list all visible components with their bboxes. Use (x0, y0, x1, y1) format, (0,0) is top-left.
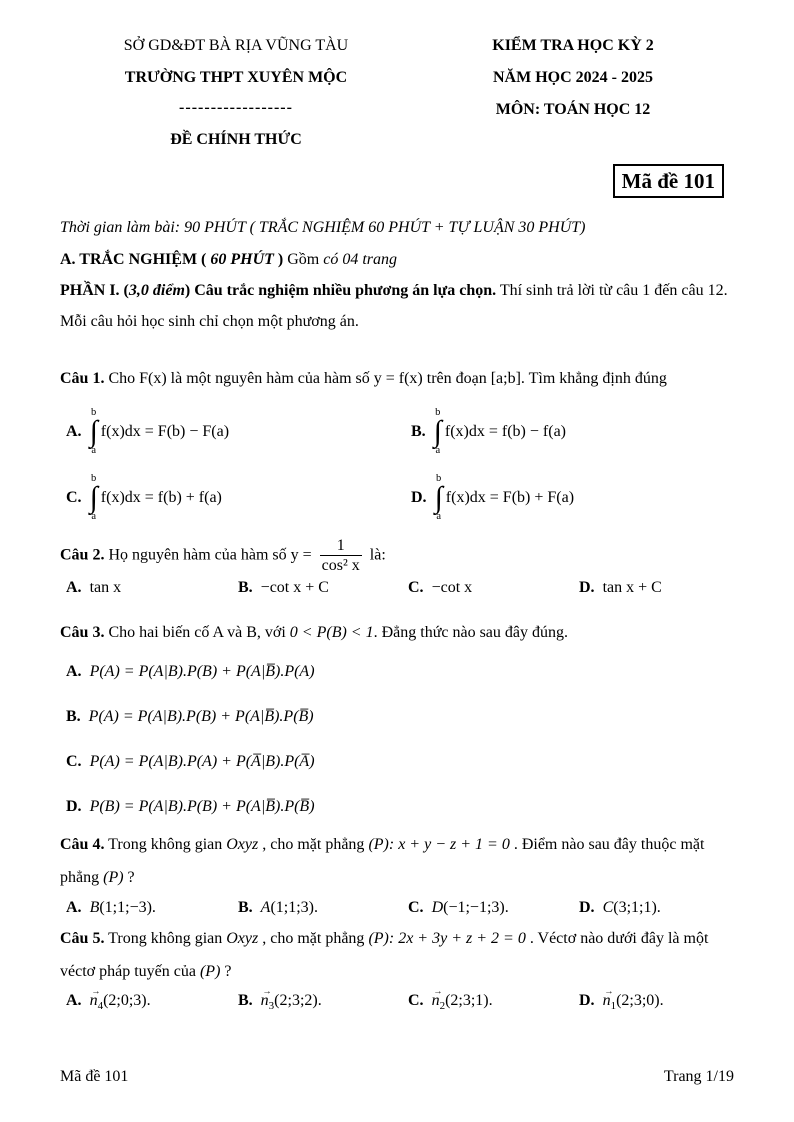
integral-lower-limit: a (436, 511, 441, 523)
question-5-options (60, 992, 734, 1012)
question-5-stem: Trong không gian (104, 929, 227, 947)
option-b (60, 707, 734, 727)
question-2 (60, 536, 734, 597)
question-5-suffix: ? (220, 962, 232, 980)
integral-lower-limit: a (91, 511, 96, 523)
part-1-points: 3,0 điểm (128, 281, 185, 299)
question-2-stem: Họ nguyên hàm của hàm số (104, 546, 291, 564)
option-c (60, 752, 734, 772)
integral-symbol (90, 473, 98, 523)
section-a-pages: có 04 trang (323, 250, 398, 268)
question-5-label: Câu 5. (60, 929, 105, 947)
department-name: SỞ GD&ĐT BÀ RỊA VŨNG TÀU (123, 37, 349, 54)
option-c-label: C. (66, 488, 82, 506)
question-1-options (60, 402, 734, 528)
section-a-line (60, 244, 734, 275)
option-a-formula: f(x)dx = F(b) − F(a) (100, 422, 230, 440)
option-c-formula: P(A) = P(A|B).P(A) + P(A̅|B).P(A̅) (89, 753, 315, 771)
divider-dashes: ------------------ (179, 99, 293, 116)
option-a-label: A. (66, 898, 82, 916)
question-4-t2: , cho mặt phẳng (258, 836, 369, 854)
vector-symbol: n → (90, 992, 98, 1010)
point-coords: (1;1;3). (270, 898, 318, 916)
question-1-text (60, 363, 734, 396)
vector-subscript: 2 (439, 1000, 446, 1013)
exam-code-box: Mã đề 101 (613, 164, 724, 198)
vector-coords: (2;3;1). (445, 992, 493, 1010)
probability-condition: 0 < P(B) < 1 (289, 624, 374, 642)
footer-exam-code: Mã đề 101 (60, 1067, 129, 1085)
option-a (66, 899, 238, 917)
part-1-label: PHẦN I. ( (60, 281, 129, 299)
point-symbol: D (431, 898, 444, 916)
option-d-label: D. (579, 898, 595, 916)
option-c-formula: f(x)dx = f(b) + f(a) (100, 488, 222, 506)
option-c (66, 468, 411, 528)
vector-symbol: n → (432, 992, 440, 1010)
part-1-note: Thí sinh trả lời từ câu 1 đến câu 12. Mỗi câu hỏi học sinh chỉ chọn một phương án. (60, 281, 728, 330)
intro-block (60, 212, 734, 337)
plane-symbol: (P) (103, 868, 124, 886)
plane-symbol: (P) (199, 962, 221, 980)
section-a-duration: 60 PHÚT (210, 250, 274, 268)
fraction (320, 536, 362, 575)
option-c (408, 579, 579, 597)
integral-upper-limit: b (91, 406, 97, 418)
question-4-suffix: ? (123, 868, 135, 886)
point-symbol: A (260, 898, 271, 916)
option-c-label: C. (66, 753, 82, 771)
integral-upper-limit: b (435, 406, 441, 418)
vector-coords: (2;3;0). (616, 992, 664, 1010)
footer-page-number: Trang 1/19 (663, 1067, 734, 1085)
option-a-value: tan x (89, 579, 122, 597)
option-b-formula: P(A) = P(A|B).P(B) + P(A|B̅).P(B̅) (88, 708, 314, 726)
section-a-gom: Gồm (283, 250, 324, 268)
option-b-formula: f(x)dx = f(b) − f(a) (444, 422, 566, 440)
option-b-label: B. (238, 992, 253, 1010)
integral-lower-limit: a (91, 445, 96, 457)
option-d (579, 899, 734, 917)
integral-glyph: ∫ (433, 415, 442, 449)
vector-coords: (2;3;2). (274, 992, 322, 1010)
question-1 (60, 363, 734, 528)
option-a (66, 579, 238, 597)
integral-lower-limit: a (435, 445, 441, 457)
space-oxyz: Oxyz (226, 836, 259, 854)
option-c-label: C. (408, 898, 424, 916)
fraction-numerator: 1 (320, 536, 362, 556)
question-4 (60, 829, 734, 917)
function-lhs: y = (290, 546, 312, 564)
header-right-block (412, 30, 734, 156)
fraction-denominator: cos² x (321, 557, 360, 575)
question-4-label: Câu 4. (60, 836, 105, 854)
official-exam-label: ĐỀ CHÍNH THỨC (170, 131, 302, 148)
option-a (66, 992, 238, 1012)
vector-coords: (2;0;3). (103, 992, 151, 1010)
option-d (579, 579, 734, 597)
vector-subscript: 1 (610, 1000, 617, 1013)
question-4-stem: Trong không gian (104, 836, 227, 854)
question-4-options (60, 899, 734, 917)
question-2-options (60, 579, 734, 597)
vector-subscript: 4 (97, 1000, 104, 1013)
option-c-label: C. (408, 992, 424, 1010)
option-d-label: D. (579, 992, 595, 1010)
question-5-t3: . Véctơ nào dưới đây là một véctơ pháp tuyến của (60, 929, 709, 980)
option-d-label: D. (579, 579, 595, 597)
option-c (408, 992, 579, 1012)
option-b (238, 579, 408, 597)
option-c (408, 899, 579, 917)
option-b-label: B. (238, 898, 253, 916)
option-d (60, 797, 734, 817)
exam-code-row (60, 164, 724, 198)
question-3-options (60, 662, 734, 817)
option-d (579, 992, 734, 1012)
question-3 (60, 617, 734, 817)
question-1-stem: Cho F(x) là một nguyên hàm của hàm số y = f(x) trên đoạn [a;b]. Tìm khẳng định đúng (104, 370, 667, 388)
point-coords: (−1;−1;3). (443, 898, 509, 916)
option-d (411, 468, 734, 528)
question-5-t2: , cho mặt phẳng (258, 929, 369, 947)
integral-glyph: ∫ (89, 415, 98, 449)
option-d-label: D. (66, 798, 82, 816)
option-a-label: A. (66, 579, 82, 597)
part-1-instruction (60, 275, 734, 337)
option-a-label: A. (66, 992, 82, 1010)
option-b (238, 899, 408, 917)
option-b-label: B. (238, 579, 253, 597)
school-year: NĂM HỌC 2024 - 2025 (493, 69, 653, 86)
space-oxyz: Oxyz (226, 929, 259, 947)
option-b-label: B. (411, 422, 426, 440)
question-5-text (60, 923, 734, 989)
option-b (411, 402, 734, 462)
vector-symbol: n → (603, 992, 611, 1010)
question-3-text (60, 617, 734, 650)
header-left-block (60, 30, 412, 156)
integral-symbol (90, 407, 98, 457)
plane-equation: (P): 2x + 3y + z + 2 = 0 (368, 929, 526, 947)
integral-upper-limit: b (436, 472, 442, 484)
integral-upper-limit: b (91, 472, 97, 484)
part-1-title: ) Câu trắc nghiệm nhiều phương án lựa chọn. (184, 281, 497, 299)
question-4-text (60, 829, 734, 895)
point-coords: (1;1;−3). (99, 898, 156, 916)
option-b (238, 992, 408, 1012)
question-2-suffix: là: (369, 546, 386, 564)
page-footer (60, 1067, 734, 1086)
option-a (60, 662, 734, 682)
question-3-stem: Cho hai biến cố A và B, với (104, 624, 290, 642)
option-c-label: C. (408, 579, 424, 597)
option-a-label: A. (66, 663, 82, 681)
option-b-value: −cot x + C (260, 579, 329, 597)
question-2-label: Câu 2. (60, 546, 105, 564)
option-d-label: D. (411, 488, 427, 506)
option-d-formula: f(x)dx = F(b) + F(a) (445, 488, 575, 506)
time-instruction: Thời gian làm bài: 90 PHÚT ( TRẮC NGHIỆM 60 PHÚT + TỰ LUẬN 30 PHÚT) (60, 219, 586, 237)
page-header (60, 30, 734, 156)
question-3-label: Câu 3. (60, 624, 105, 642)
integral-symbol (434, 407, 442, 457)
option-b-label: B. (66, 708, 81, 726)
vector-symbol: n → (261, 992, 269, 1010)
option-d-value: tan x + C (602, 579, 662, 597)
question-2-text (60, 536, 734, 575)
option-a (66, 402, 411, 462)
section-a-label: A. TRẮC NGHIỆM ( (60, 250, 211, 268)
option-c-value: −cot x (431, 579, 473, 597)
integral-glyph: ∫ (89, 481, 98, 515)
subject-name: MÔN: TOÁN HỌC 12 (495, 101, 651, 118)
question-4-t3: . Điểm nào sau đây thuộc mặt phẳng (60, 836, 705, 886)
integral-glyph: ∫ (434, 481, 443, 515)
option-d-formula: P(B) = P(A|B).P(B) + P(A|B̅).P(B̅) (89, 798, 315, 816)
question-5 (60, 923, 734, 1013)
question-1-label: Câu 1. (60, 370, 105, 388)
point-coords: (3;1;1). (613, 898, 661, 916)
section-a-paren: ) (273, 250, 284, 268)
school-name: TRƯỜNG THPT XUYÊN MỘC (124, 69, 348, 86)
integral-symbol (435, 473, 443, 523)
vector-subscript: 3 (268, 1000, 275, 1013)
point-symbol: C (602, 898, 614, 916)
exam-title: KIỂM TRA HỌC KỲ 2 (492, 37, 654, 54)
plane-equation: (P): x + y − z + 1 = 0 (368, 836, 510, 854)
option-a-formula: P(A) = P(A|B).P(B) + P(A|B̅).P(A) (89, 663, 315, 681)
question-3-suffix: . Đẳng thức nào sau đây đúng. (373, 624, 568, 642)
option-a-label: A. (66, 422, 82, 440)
point-symbol: B (89, 898, 100, 916)
